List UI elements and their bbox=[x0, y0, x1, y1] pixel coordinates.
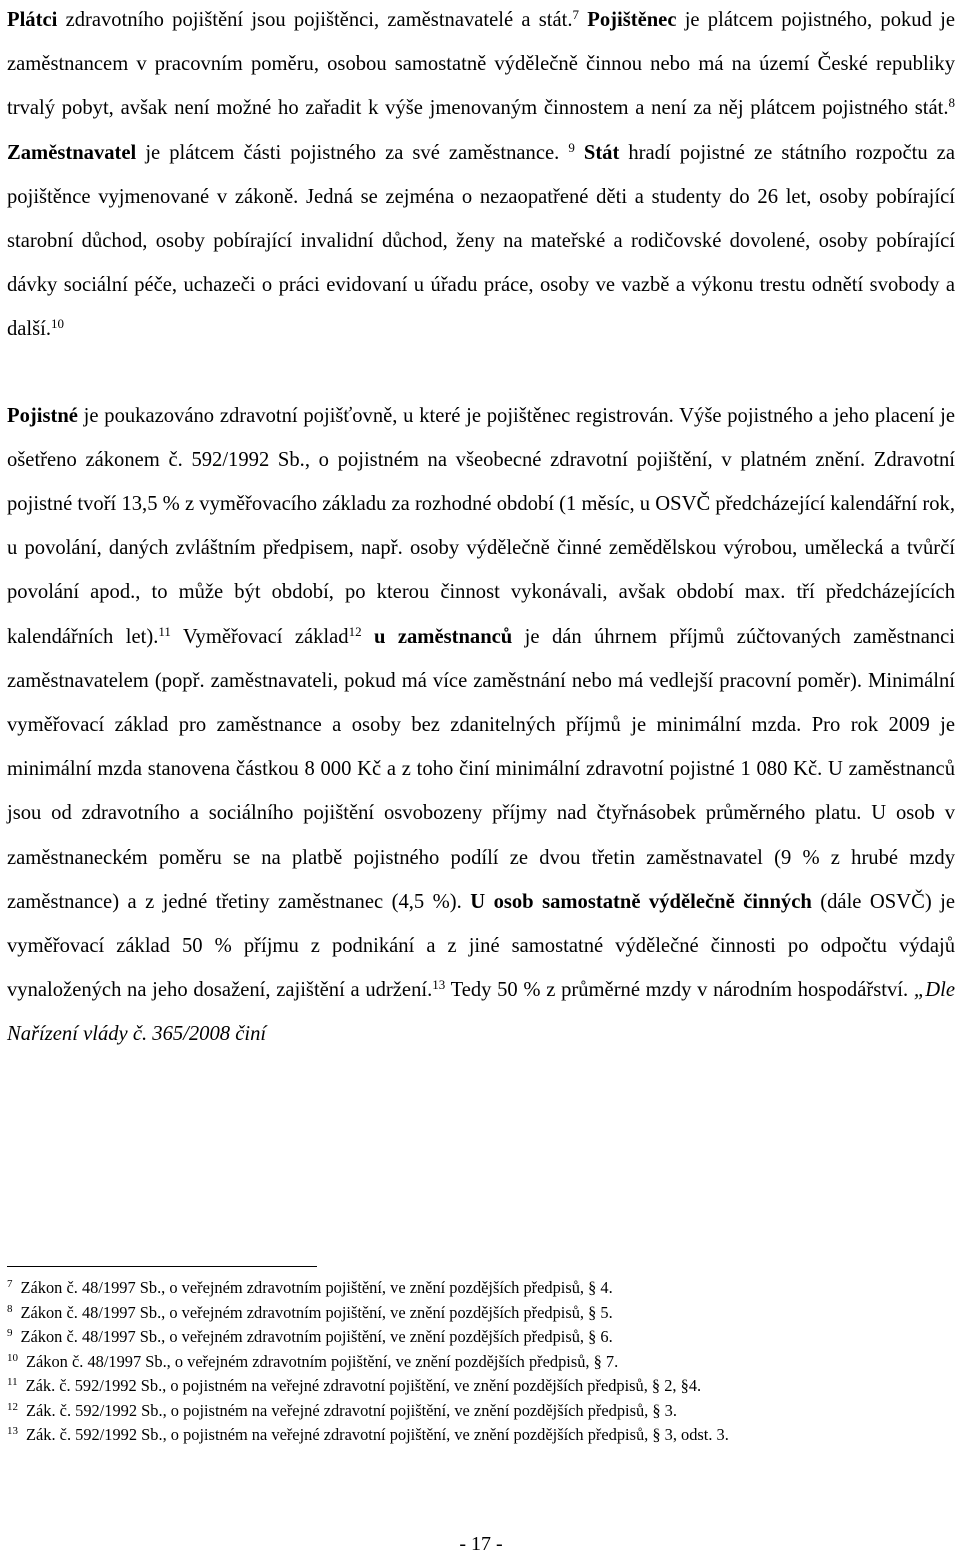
term-zamestnavatel: Zaměstnavatel bbox=[7, 141, 137, 164]
footnote-text: Zákon č. 48/1997 Sb., o veřejném zdravotním pojištění, ve znění pozdějších předpisů, § 7. bbox=[26, 1351, 619, 1371]
text-span: zdravotního pojištění jsou pojištěnci, zaměstnavatelé a stát. bbox=[57, 9, 573, 31]
text-span: Vyměřovací základ bbox=[170, 625, 349, 648]
italic-quote-start: „Dle Nařízení vlády č. 365/2008 činí bbox=[7, 979, 955, 1046]
footnote-number: 10 bbox=[7, 1351, 18, 1364]
term-osvc: U osob samostatně výdělečně činných bbox=[470, 890, 812, 913]
text-span: je plátcem části pojistného za své zaměstnance. bbox=[136, 141, 569, 164]
document-page bbox=[7, 0, 956, 1555]
footnote-ref: 10 bbox=[51, 316, 65, 332]
footnote-ref: 7 bbox=[572, 7, 580, 22]
footnote-ref: 9 bbox=[568, 139, 575, 155]
footnote-ref: 11 bbox=[158, 623, 171, 639]
footnote-item bbox=[7, 1399, 955, 1424]
paragraph-payers bbox=[7, 0, 955, 352]
paragraph-premium bbox=[7, 394, 955, 1057]
footnote-number: 11 bbox=[7, 1376, 18, 1388]
text-span: (dále OSVČ) je vyměřovací základ 50 % příjmu z podnikání a z jiné samostatné výdělečné činnosti po odpočtu výdajů vynaložených na jeho dosažení, zajištění a udržení. bbox=[7, 890, 955, 1002]
footnote-number: 12 bbox=[7, 1400, 18, 1413]
footnotes bbox=[7, 1276, 955, 1448]
footnote-number: 7 bbox=[7, 1278, 13, 1290]
text-span: je dán úhrnem příjmů zúčtovaných zaměstnanci zaměstnavatelem (popř. zaměstnavateli, pokud má více zaměstnání nebo má vedlejší pracovní poměr). Minimální vyměřovací základ pro zaměstnance a osoby bez zdanitelných příjmů je minimální mzda. Pro rok 2009 je minimální mzda stanovena částkou 8 000 Kč a z toho činí minimální zdravotní pojistné 1 080 Kč. U zaměstnanců jsou od zdravotního a sociálního pojištění osvobozeny příjmy nad čtyřnásobek průměrného platu. U osob v zaměstnaneckém poměru se na platbě pojistného podílí ze dvou třetin zaměstnavatel (9 % z hrubé mzdy zaměstnance) a z jedné třetiny zaměstnanec (4,5 %). bbox=[7, 625, 955, 913]
footnote-text: Zák. č. 592/1992 Sb., o pojistném na veřejné zdravotní pojištění, ve znění pozdějších předpisů, § 2, §4. bbox=[25, 1376, 702, 1395]
footnote-number: 9 bbox=[7, 1327, 13, 1339]
footnote-ref: 8 bbox=[948, 95, 955, 111]
footnote-text: Zákon č. 48/1997 Sb., o veřejném zdravotním pojištění, ve znění pozdějších předpisů, § 5. bbox=[20, 1302, 613, 1322]
page-number: - 17 - bbox=[459, 1533, 503, 1555]
footnote-number: 8 bbox=[7, 1302, 13, 1315]
footnote-item bbox=[7, 1374, 955, 1399]
footnote-ref: 12 bbox=[348, 623, 362, 639]
text-span: je poukazováno zdravotní pojišťovně, u které je pojištěnec registrován. Výše pojistného a jeho placení je ošetřeno zákonem č. 592/1992 Sb., o pojistném na všeobecné zdravotní pojištění, v platném znění. Zdravotní pojistné tvoří 13,5 % z vyměřovacího základu za rozhodné období (1 měsíc, u OSVČ předcházející kalendářní rok, u povolání, daných zvláštním předpisem, např. osoby výdělečně činné zemědělskou výrobou, umělecká a tvůrčí povolání apod., to může být období, po kterou činnost vykonávali, avšak období max. tří předcházejících kalendářních let). bbox=[7, 404, 955, 648]
footnote-text: Zák. č. 592/1992 Sb., o pojistném na veřejné zdravotní pojištění, ve znění pozdějších předpisů, § 3. bbox=[26, 1400, 677, 1420]
text-span: je plátcem pojistného, pokud je zaměstnancem v pracovním poměru, osobou samostatně výdělečně činnou nebo má na území České republiky trvalý pobyt, avšak není možné ho zařadit k výše jmenovaným činnostem a není za něj plátcem pojistného stát. bbox=[7, 9, 956, 120]
footnote-text: Zák. č. 592/1992 Sb., o pojistném na veřejné zdravotní pojištění, ve znění pozdějších předpisů, § 3, odst. 3. bbox=[26, 1425, 729, 1444]
footnote-text: Zákon č. 48/1997 Sb., o veřejném zdravotním pojištění, ve znění pozdějších předpisů, § 6. bbox=[20, 1327, 613, 1346]
footnote-item bbox=[7, 1350, 955, 1375]
text-span: hradí pojistné ze státního rozpočtu za pojištěnce vyjmenované v zákoně. Jedná se zejména o nezaopatřené děti a studenty do 26 let, osoby pobírající starobní důchod, osoby pobírající invalidní důchod, ženy na mateřské a rodičovské dovolené, osoby pobírající dávky sociální péče, uchazeči o práci evidovaní u úřadu práce, osoby ve vazbě a výkonu trestu odnětí svobody a další. bbox=[7, 141, 955, 341]
footnote-item bbox=[7, 1276, 955, 1301]
term-stat: Stát bbox=[574, 141, 620, 164]
term-platci: Plátci bbox=[7, 9, 58, 31]
footnote-text: Zákon č. 48/1997 Sb., o veřejném zdravotním pojištění, ve znění pozdějších předpisů, § 4. bbox=[20, 1278, 613, 1297]
footnote-ref: 13 bbox=[432, 977, 446, 993]
term-pojistne: Pojistné bbox=[7, 404, 78, 427]
footnote-separator bbox=[7, 1266, 317, 1267]
term-pojistenec: Pojištěnec bbox=[579, 9, 677, 31]
text-span: Tedy 50 % z průměrné mzdy v národním hospodářství. bbox=[445, 979, 914, 1002]
term-u-zamestnancu: u zaměstnanců bbox=[361, 625, 513, 648]
footnote-item bbox=[7, 1325, 955, 1350]
footnote-number: 13 bbox=[7, 1425, 18, 1437]
footnote-item bbox=[7, 1423, 955, 1448]
footnote-item bbox=[7, 1301, 955, 1326]
